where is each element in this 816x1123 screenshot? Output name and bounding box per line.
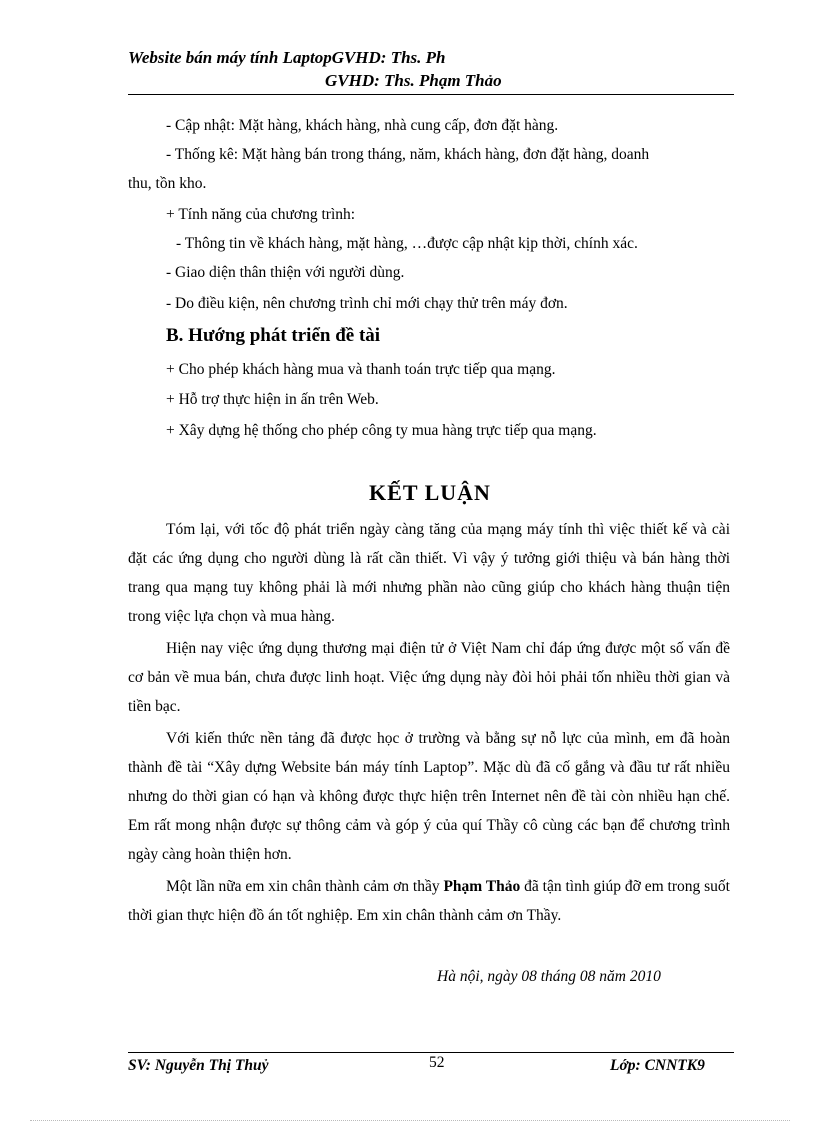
conclusion-paragraph-2: Hiện nay việc ứng dụng thương mại điện tử ở Việt Nam chỉ đáp ứng được một số vấn đề cơ bản về mua bán, chưa được linh hoạt. Việc ứng dụng này đòi hỏi phải tốn nhiều thời gian và tiền bạc. xyxy=(128,640,730,715)
ui-line: - Giao diện thân thiện với người dùng. xyxy=(166,264,405,281)
info-line: - Thông tin về khách hàng, mặt hàng, …được cập nhật kịp thời, chính xác. xyxy=(176,235,638,252)
footer-class: Lớp: CNNTK9 xyxy=(610,1057,705,1074)
thanks-text-end: đã tận tình giúp đỡ em trong suốt thời gian thực hiện đồ án tốt nghiệp. Em xin chân thành cảm ơn Thầy. xyxy=(128,878,730,924)
features-line: + Tính năng của chương trình: xyxy=(166,206,356,223)
section-b-heading: B. Hướng phát triển đề tài xyxy=(166,325,381,346)
conclusion-title: KẾT LUẬN xyxy=(369,480,491,505)
stats-line: - Thống kê: Mặt hàng bán trong tháng, năm, khách hàng, đơn đặt hàng, doanh xyxy=(166,146,650,163)
footer-student: SV: Nguyễn Thị Thuỷ xyxy=(128,1057,269,1074)
supervisor-name: Phạm Thảo xyxy=(443,878,521,895)
list-item: + Xây dựng hệ thống cho phép công ty mua hàng trực tiếp qua mạng. xyxy=(166,422,597,439)
list-item: + Hỗ trợ thực hiện in ấn trên Web. xyxy=(166,391,379,408)
stats-line-continued: thu, tồn kho. xyxy=(128,175,207,192)
header-supervisor: GVHD: Ths. Phạm Thảo xyxy=(325,71,502,90)
header-divider xyxy=(128,94,734,95)
page-edge xyxy=(30,1120,790,1121)
conclusion-paragraph-4 xyxy=(128,872,730,930)
conclusion-paragraph-3: Với kiến thức nền tảng đã được học ở trường và bằng sự nỗ lực của mình, em đã hoàn thành đề tài “Xây dựng Website bán máy tính Laptop”. Mặc dù đã cố gắng và đầu tư rất nhiều nhưng do thời gian có hạn và không được thực hiện trên Internet nên đề tài còn nhiều hạn chế. Em rất mong nhận được sự thông cảm và góp ý của quí Thầy cô cùng các bạn để chương trình ngày càng hoàn thiện hơn. xyxy=(128,730,730,863)
thanks-text: Một lần nữa em xin chân thành cảm ơn thầy xyxy=(166,878,444,895)
header-title: Website bán máy tính LaptopGVHD: Ths. Ph xyxy=(128,48,446,67)
footer-divider xyxy=(128,1052,734,1053)
conclusion-paragraph-1: Tóm lại, với tốc độ phát triển ngày càng tăng của mạng máy tính thì việc thiết kế và cài đặt các ứng dụng cho người dùng là rất cần thiết. Vì vậy ý tưởng giới thiệu và bán hàng thời trang qua mạng tuy không phải là mới nhưng phần nào cũng giúp cho khách hàng thuận tiện trong việc lựa chọn và mua hàng. xyxy=(128,521,730,625)
update-line: - Cập nhật: Mặt hàng, khách hàng, nhà cung cấp, đơn đặt hàng. xyxy=(166,117,559,134)
list-item: + Cho phép khách hàng mua và thanh toán trực tiếp qua mạng. xyxy=(166,361,556,378)
page-number: 52 xyxy=(429,1054,445,1071)
signature-date: Hà nội, ngày 08 tháng 08 năm 2010 xyxy=(437,968,661,985)
limit-line: - Do điều kiện, nên chương trình chỉ mới chạy thử trên máy đơn. xyxy=(166,295,568,312)
conclusion-body xyxy=(128,515,730,930)
